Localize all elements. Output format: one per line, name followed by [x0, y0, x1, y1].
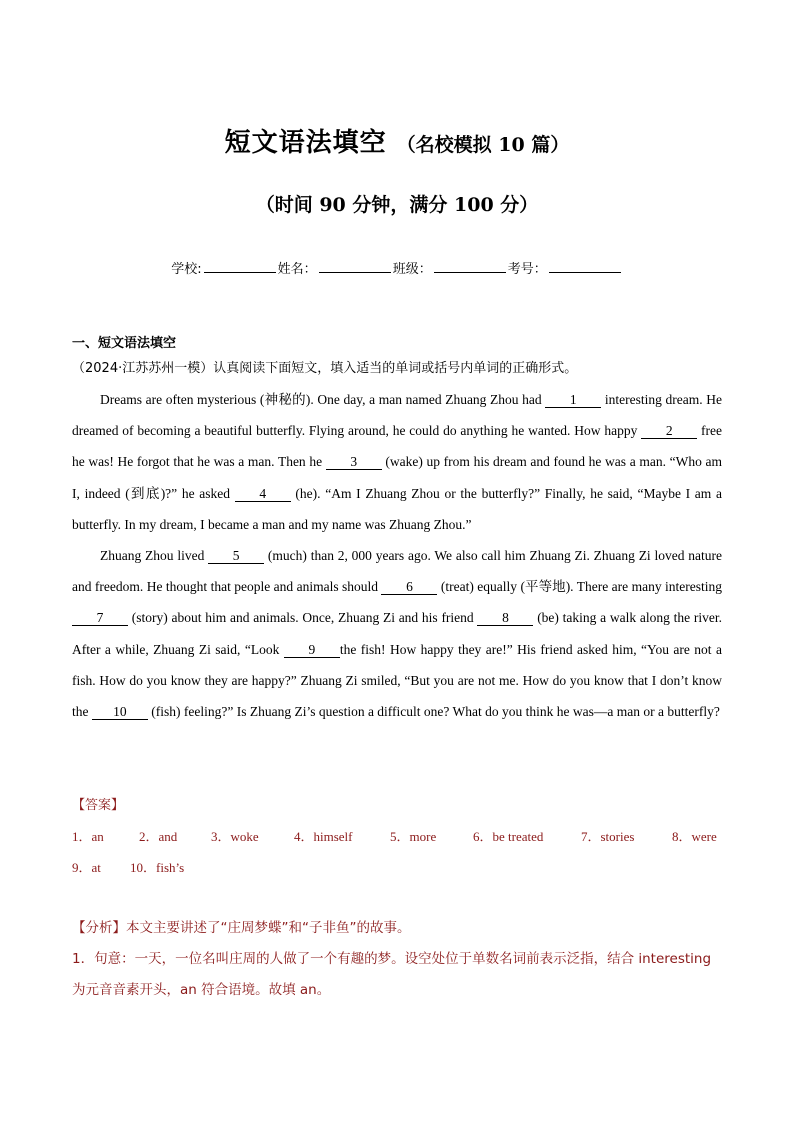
- exam-number-field[interactable]: [549, 260, 621, 273]
- passage-text: the fish! How happy they are!” His friend asked him, “You are not a fish. How do you know they are happy?” Zhuang Zi smiled, “But you are not me. How do you know that I don’t know the: [72, 641, 722, 720]
- passage-text: (wake) up from his dream and found he was a man. “Who am I, indeed (到底)?” he asked: [72, 454, 722, 501]
- blank-3[interactable]: 3: [326, 455, 382, 470]
- passage-text: free he was! He forgot that he was a man. Then he: [72, 423, 722, 470]
- answer-item: 10．fish’s: [130, 860, 185, 875]
- answer-item: 7．stories: [581, 829, 635, 844]
- blank-6[interactable]: 6: [381, 580, 437, 595]
- blank-2[interactable]: 2: [641, 424, 697, 439]
- blank-4[interactable]: 4: [235, 487, 291, 502]
- student-info-line: [0, 258, 794, 277]
- passage-paragraph-2: [72, 540, 722, 727]
- name-label: 姓名：: [277, 262, 317, 277]
- class-label: 班级：: [392, 262, 432, 277]
- passage: [72, 384, 722, 727]
- answer-item: 9．at: [72, 860, 101, 875]
- answer-item: 8．were: [672, 829, 717, 844]
- school-label: 学校:: [171, 262, 202, 277]
- blank-7[interactable]: 7: [72, 611, 128, 626]
- blank-10[interactable]: 10: [92, 705, 148, 720]
- answer-item: 6．be treated: [473, 829, 544, 844]
- blank-8[interactable]: 8: [477, 611, 533, 626]
- name-field[interactable]: [319, 260, 391, 273]
- school-field[interactable]: [204, 260, 276, 273]
- section-instruction: （2024·江苏苏州一模）认真阅读下面短文，填入适当的单词或括号内单词的正确形式。: [72, 361, 578, 376]
- answer-heading: 【答案】: [72, 798, 125, 813]
- passage-text: (be) taking a walk along the river. After a while, Zhuang Zi said, “Look: [72, 610, 723, 657]
- passage-text: (fish) feeling?” Is Zhuang Zi’s question a difficult one? What do you think he was—a man or a butterfly?: [147, 704, 720, 720]
- passage-text: (story) about him and animals. Once, Zhuang Zi and his friend: [128, 610, 478, 626]
- title-main: 短文语法填空: [224, 128, 387, 158]
- answer-item: 2．and: [139, 829, 178, 844]
- answer-item: 4．himself: [294, 829, 353, 844]
- title-sub: （名校模拟 10 篇）: [396, 134, 570, 156]
- answer-item: 3．woke: [211, 829, 259, 844]
- blank-5[interactable]: 5: [208, 549, 264, 564]
- passage-text: Zhuang Zhou lived: [100, 548, 209, 564]
- blank-9[interactable]: 9: [284, 643, 340, 658]
- passage-text: (he). “Am I Zhuang Zhou or the butterfly?” Finally, he said, “Maybe I am a butterfly. In my dream, I became a man and my name was Zhuang Zhou.”: [72, 485, 722, 532]
- class-field[interactable]: [434, 260, 506, 273]
- answer-item: 1．an: [72, 829, 104, 844]
- passage-paragraph-1: [72, 384, 722, 540]
- passage-text: Dreams are often mysterious (神秘的). One day, a man named Zhuang Zhou had: [100, 392, 546, 407]
- answer-item: 5．more: [390, 829, 437, 844]
- analysis: [72, 913, 722, 1006]
- section-heading: 一、短文语法填空: [72, 336, 177, 351]
- passage-text: (treat) equally (平等地). There are many interesting: [437, 579, 722, 595]
- passage-text: (much) than 2, 000 years ago. We also call him Zhuang Zi. Zhuang Zi loved nature and freedom. He thought that people and animals should: [72, 548, 722, 595]
- analysis-summary: 【分析】本文主要讲述了“庄周梦蝶”和“子非鱼”的故事。: [72, 920, 411, 936]
- passage-text: interesting dream. He dreamed of becoming a beautiful butterfly. Flying around, he could do anything he wanted. How happy: [72, 392, 722, 439]
- page-title: [0, 122, 794, 159]
- exam-number-label: 考号：: [507, 262, 547, 277]
- blank-1[interactable]: 1: [545, 393, 601, 408]
- exam-time-score: （时间 90 分钟，满分 100 分）: [255, 194, 539, 216]
- analysis-item-1: 1．句意：一天，一位名叫庄周的人做了一个有趣的梦。设空处位于单数名词前表示泛指，结合 interesting 为元音音素开头，an 符合语境。故填 an。: [72, 951, 712, 998]
